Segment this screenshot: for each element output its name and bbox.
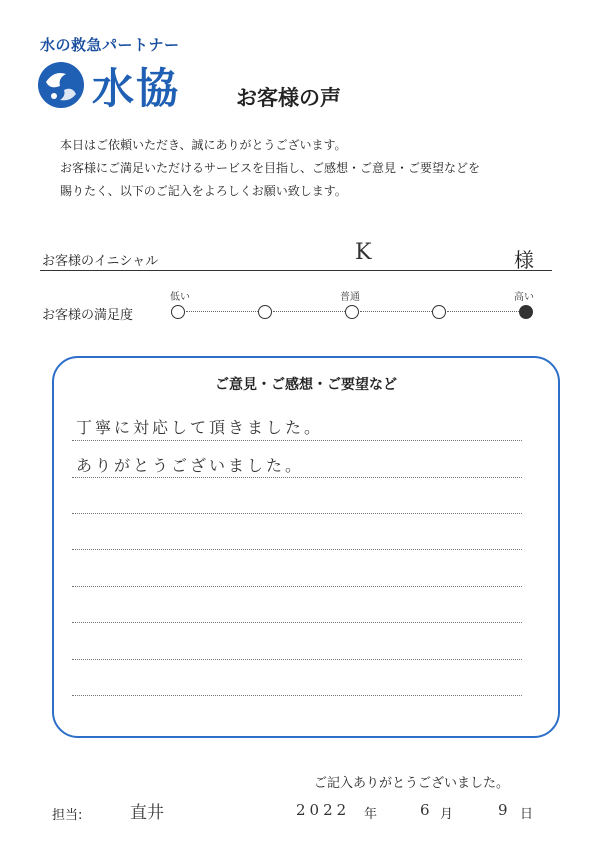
- staff-label: 担当:: [52, 808, 83, 823]
- initial-value[interactable]: K: [355, 240, 372, 265]
- date-month-unit: 月: [440, 807, 454, 822]
- scale-label-low: 低い: [170, 292, 190, 303]
- satisfaction-label: お客様の満足度: [42, 308, 134, 323]
- scale-label-high: 高い: [514, 292, 534, 303]
- ruled-line: [72, 477, 522, 478]
- initial-label: お客様のイニシャル: [42, 254, 159, 269]
- satisfaction-option-3[interactable]: [345, 305, 359, 319]
- thanks-message: ご記入ありがとうございました。: [314, 776, 510, 791]
- ruled-line: [72, 586, 522, 587]
- date-year-unit: 年: [364, 807, 378, 822]
- comments-box: [52, 356, 560, 738]
- intro-line-1: 本日はご依頼いただき、誠にありがとうございます。: [60, 138, 347, 152]
- initial-underline: [40, 270, 552, 271]
- ruled-line: [72, 622, 522, 623]
- comments-title: ご意見・ご感想・ご要望など: [215, 377, 397, 393]
- ruled-line: [72, 549, 522, 550]
- scale-dotted-line: [273, 311, 345, 312]
- date-year: 2022: [296, 801, 351, 819]
- scale-label-mid: 普通: [340, 292, 360, 303]
- water-drop-logo-icon: [36, 60, 86, 110]
- staff-signature: 直井: [130, 803, 164, 823]
- scale-dotted-line: [447, 311, 519, 312]
- scale-dotted-line: [360, 311, 432, 312]
- date-day: 9: [498, 801, 508, 819]
- tagline: 水の救急パートナー: [40, 36, 180, 54]
- ruled-line: [72, 513, 522, 514]
- honorific: 様: [514, 248, 534, 272]
- scale-dotted-line: [186, 311, 258, 312]
- brand-logo: 水協: [92, 64, 181, 113]
- ruled-line: [72, 440, 522, 441]
- comment-line-2: ありがとうございました。: [76, 456, 305, 475]
- date-month: 6: [420, 801, 430, 819]
- intro-line-2: お客様にご満足いただけるサービスを目指し、ご感想・ご意見・ご要望などを: [60, 161, 481, 175]
- satisfaction-option-1[interactable]: [171, 305, 185, 319]
- satisfaction-option-2[interactable]: [258, 305, 272, 319]
- comment-line-1: 丁寧に対応して頂きました。: [76, 418, 324, 437]
- form-title: お客様の声: [236, 86, 341, 110]
- ruled-line: [72, 695, 522, 696]
- satisfaction-option-4[interactable]: [432, 305, 446, 319]
- date-day-unit: 日: [520, 807, 534, 822]
- ruled-line: [72, 659, 522, 660]
- satisfaction-option-5[interactable]: [519, 305, 533, 319]
- intro-line-3: 賜りたく、以下のご記入をよろしくお願い致します。: [60, 184, 347, 198]
